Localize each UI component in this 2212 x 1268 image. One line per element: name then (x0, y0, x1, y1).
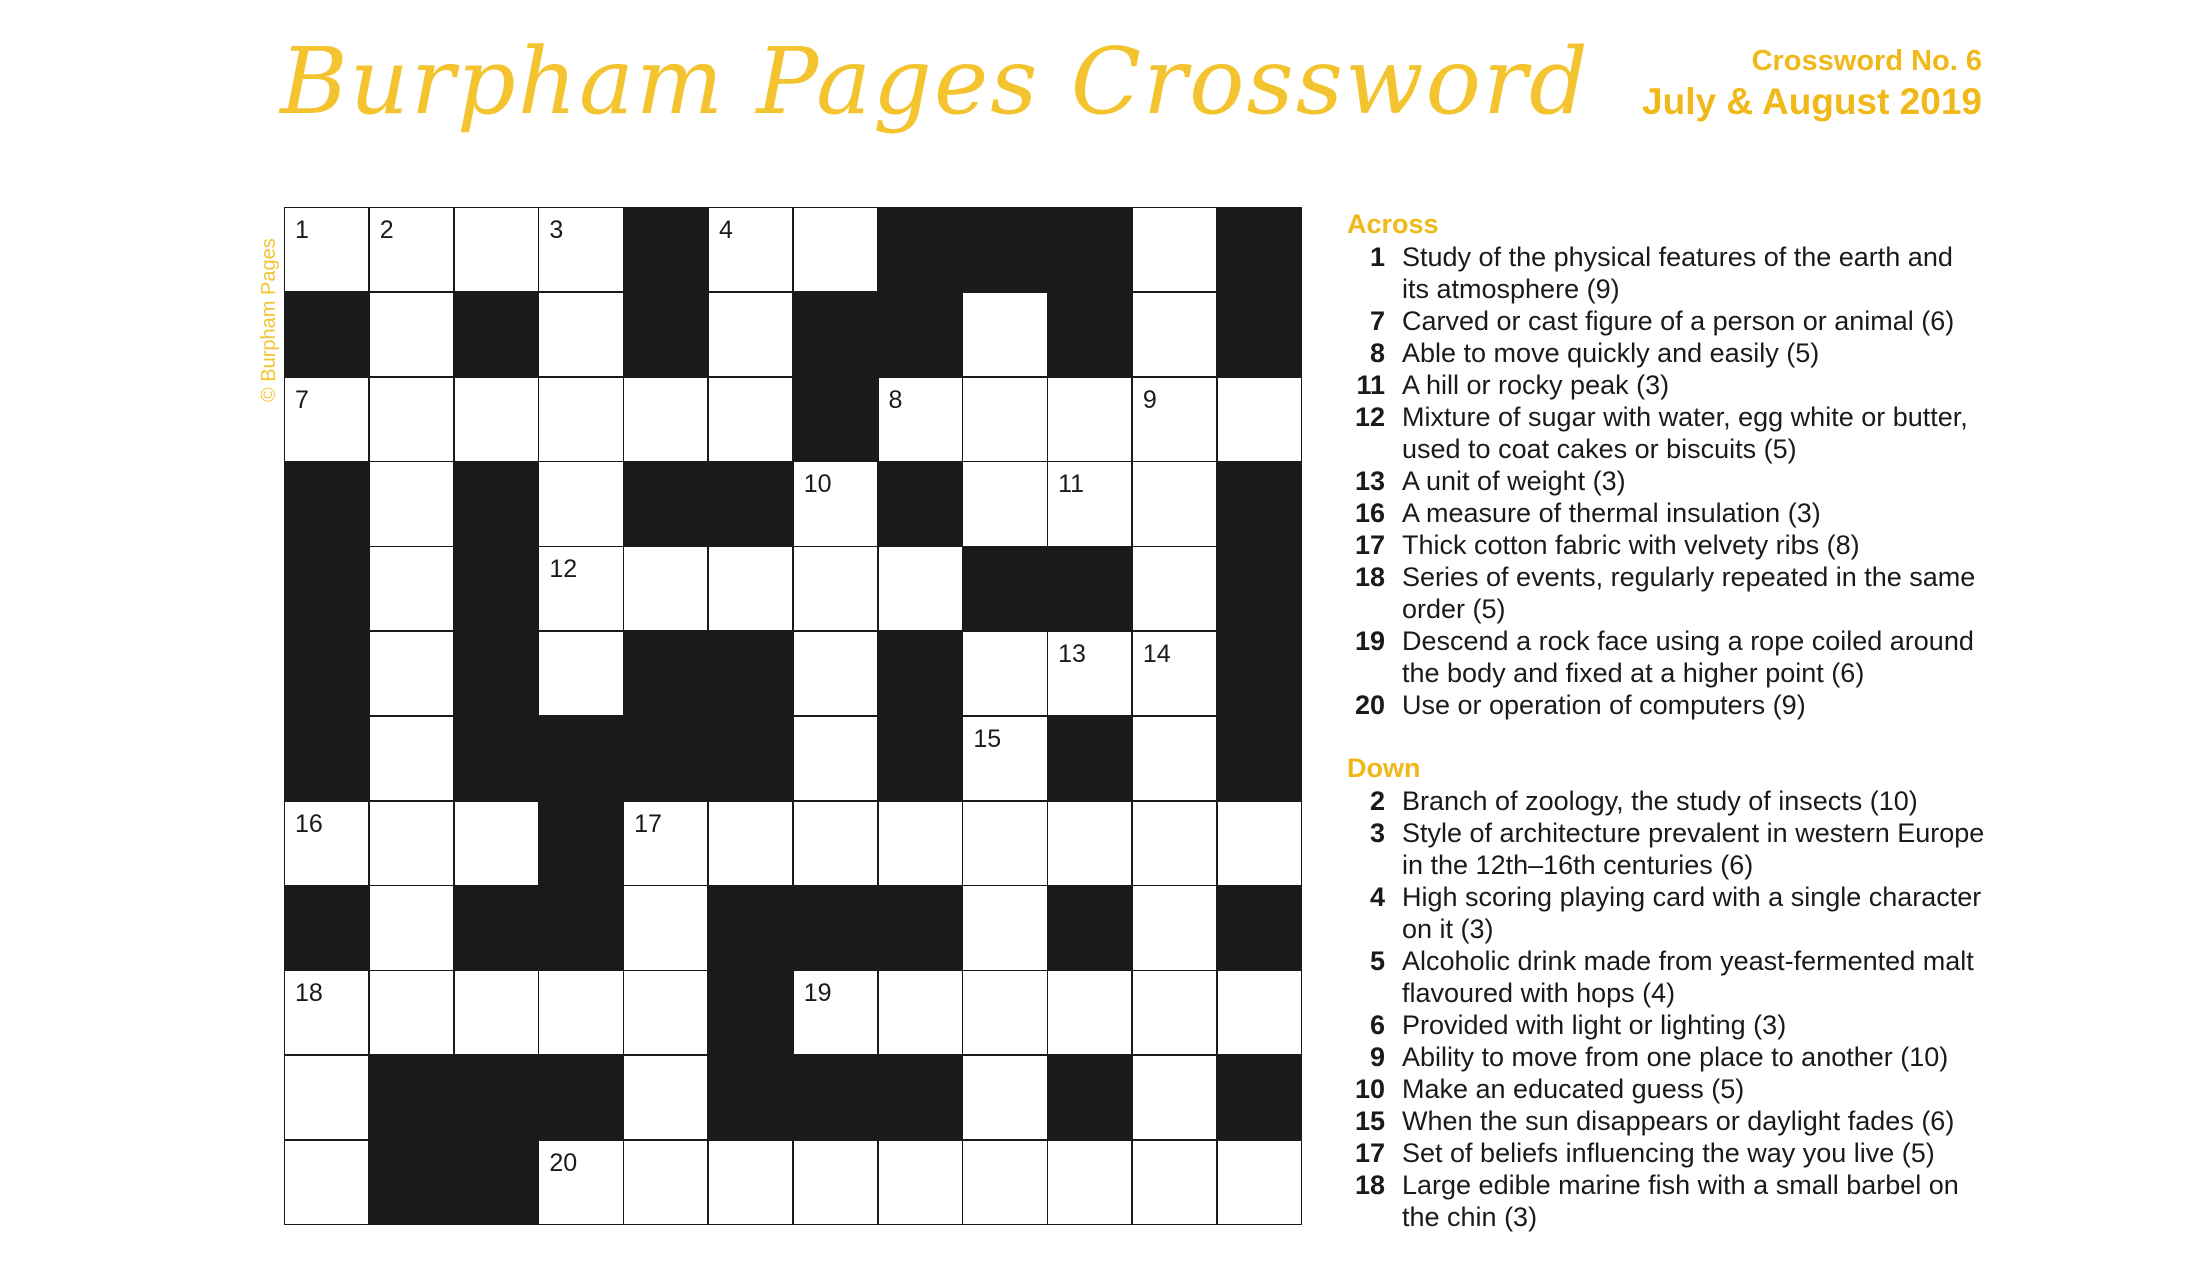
across-clue (1347, 305, 1987, 337)
grid-cell[interactable] (285, 1141, 368, 1224)
grid-cell[interactable] (624, 378, 707, 461)
grid-cell[interactable] (794, 717, 877, 800)
grid-cell[interactable] (794, 462, 877, 545)
grid-cell[interactable] (1048, 971, 1131, 1054)
across-clue (1347, 241, 1987, 305)
grid-cell[interactable] (455, 802, 538, 885)
grid-cell[interactable] (624, 547, 707, 630)
grid-cell[interactable] (879, 971, 962, 1054)
down-clue (1347, 1041, 1987, 1073)
grid-cell[interactable] (624, 1056, 707, 1139)
down-clue (1347, 817, 1987, 881)
grid-cell[interactable] (539, 208, 622, 291)
grid-cell[interactable] (370, 717, 453, 800)
grid-block (1218, 886, 1301, 969)
grid-cell[interactable] (539, 632, 622, 715)
grid-block (455, 293, 538, 376)
grid-cell[interactable] (963, 293, 1046, 376)
clue-text: Study of the physical features of the earth and its atmosphere (9) (1402, 242, 1953, 304)
clue-number: 6 (1369, 1010, 1385, 1040)
clue-number: 7 (1369, 306, 1385, 336)
clue-text: Series of events, regularly repeated in the same order (5) (1402, 562, 1976, 624)
grid-cell[interactable] (963, 717, 1046, 800)
clue-number: 3 (1369, 818, 1385, 848)
grid-cell[interactable] (1218, 1141, 1301, 1224)
grid-block (879, 886, 962, 969)
cell-number: 12 (549, 555, 578, 584)
grid-block (879, 632, 962, 715)
grid-cell[interactable] (879, 547, 962, 630)
grid-block (879, 208, 962, 291)
grid-cell[interactable] (539, 462, 622, 545)
grid-cell[interactable] (709, 208, 792, 291)
clue-text: Mixture of sugar with water, egg white or butter, used to coat cakes or biscuits (5) (1402, 402, 1968, 464)
clue-number: 15 (1354, 1106, 1385, 1136)
cell-number: 14 (1142, 639, 1171, 668)
cell-number: 3 (549, 216, 564, 244)
grid-cell[interactable] (1133, 632, 1216, 715)
grid-cell[interactable] (1133, 717, 1216, 800)
grid-block (539, 886, 622, 969)
grid-cell[interactable] (624, 886, 707, 969)
across-clue (1347, 369, 1987, 401)
page-title: Burpham Pages Crossword (280, 28, 1590, 135)
grid-block (455, 462, 538, 545)
across-clue (1347, 337, 1987, 369)
grid-cell[interactable] (709, 1141, 792, 1224)
grid-cell[interactable] (1133, 208, 1216, 291)
grid-cell[interactable] (1133, 547, 1216, 630)
cell-number: 5 (1227, 216, 1242, 244)
grid-block (370, 1056, 453, 1139)
down-clue (1347, 1073, 1987, 1105)
grid-block (455, 547, 538, 630)
grid-block (624, 717, 707, 800)
grid-cell[interactable] (285, 1056, 368, 1139)
grid-cell[interactable] (370, 462, 453, 545)
clue-number: 18 (1354, 562, 1385, 592)
grid-block (879, 462, 962, 545)
clue-number: 18 (1354, 1170, 1385, 1200)
clue-number: 8 (1369, 338, 1385, 368)
grid-block (1218, 1056, 1301, 1139)
cell-number: 20 (549, 1148, 578, 1177)
down-heading: Down (1347, 753, 1421, 783)
down-clue (1347, 1169, 1987, 1233)
grid-cell[interactable] (370, 208, 453, 291)
grid-cell[interactable] (709, 293, 792, 376)
grid-cell[interactable] (624, 971, 707, 1054)
down-clue (1347, 785, 1987, 817)
clue-text: Branch of zoology, the study of insects (10) (1402, 786, 1918, 816)
grid-cell[interactable] (794, 547, 877, 630)
clue-text: Carved or cast figure of a person or animal (6) (1402, 306, 1955, 336)
clue-number: 11 (1356, 370, 1385, 400)
copyright-notice: © Burpham Pages (258, 238, 280, 402)
grid-cell[interactable] (963, 1141, 1046, 1224)
clue-number: 5 (1369, 946, 1385, 976)
grid-block (285, 293, 368, 376)
grid-cell[interactable] (370, 378, 453, 461)
grid-block (624, 208, 707, 291)
clue-text: Provided with light or lighting (3) (1402, 1010, 1787, 1040)
cell-number: 13 (1058, 639, 1086, 668)
cell-number: 19 (803, 979, 832, 1008)
grid-block (879, 717, 962, 800)
clue-text: Set of beliefs influencing the way you live (5) (1402, 1138, 1935, 1168)
across-heading: Across (1347, 209, 1439, 239)
grid-block (709, 717, 792, 800)
grid-cell[interactable] (879, 802, 962, 885)
grid-cell[interactable] (1133, 802, 1216, 885)
grid-cell[interactable] (539, 971, 622, 1054)
grid-block (794, 886, 877, 969)
down-clue (1347, 881, 1987, 945)
clue-text: High scoring playing card with a single character on it (3) (1402, 882, 1982, 944)
grid-block (624, 293, 707, 376)
grid-cell[interactable] (285, 971, 368, 1054)
clue-text: Alcoholic drink made from yeast-fermented malt flavoured with hops (4) (1402, 946, 1974, 1008)
grid-cell[interactable] (1133, 1056, 1216, 1139)
grid-cell[interactable] (1133, 462, 1216, 545)
grid-cell[interactable] (455, 378, 538, 461)
grid-block (963, 208, 1046, 291)
across-clue (1347, 497, 1987, 529)
grid-block (709, 1056, 792, 1139)
grid-block (539, 802, 622, 885)
clue-text: Style of architecture prevalent in western Europe in the 12th–16th centuries (6) (1402, 818, 1985, 880)
across-clue (1347, 625, 1987, 689)
clue-number: 16 (1354, 498, 1385, 528)
grid-block (1218, 208, 1301, 291)
grid-block (455, 1141, 538, 1224)
clue-text: Use or operation of computers (9) (1402, 690, 1806, 720)
grid-cell[interactable] (963, 802, 1046, 885)
grid-cell[interactable] (539, 1141, 622, 1224)
grid-block (539, 717, 622, 800)
grid-cell[interactable] (285, 802, 368, 885)
grid-block (370, 1141, 453, 1224)
cell-number: 16 (295, 809, 323, 838)
grid-block (624, 632, 707, 715)
grid-cell[interactable] (370, 293, 453, 376)
grid-cell[interactable] (709, 378, 792, 461)
grid-block (709, 971, 792, 1054)
grid-cell[interactable] (285, 208, 368, 291)
crossword-grid (284, 207, 1302, 1225)
clue-number: 13 (1354, 466, 1385, 496)
across-clue (1347, 561, 1987, 625)
grid-cell[interactable] (963, 632, 1046, 715)
clue-text: Descend a rock face using a rope coiled around the body and fixed at a higher point (6) (1402, 626, 1974, 688)
grid-cell[interactable] (539, 547, 622, 630)
grid-block (539, 1056, 622, 1139)
clue-number: 10 (1354, 1074, 1385, 1104)
grid-cell[interactable] (963, 462, 1046, 545)
grid-cell[interactable] (794, 208, 877, 291)
grid-block (1218, 547, 1301, 630)
clue-number: 19 (1354, 626, 1385, 656)
grid-cell[interactable] (285, 378, 368, 461)
clue-number: 2 (1369, 786, 1385, 816)
grid-cell[interactable] (1133, 886, 1216, 969)
grid-block (963, 547, 1046, 630)
issue-info (1642, 44, 1982, 126)
grid-block (794, 378, 877, 461)
grid-cell[interactable] (1218, 802, 1301, 885)
grid-cell[interactable] (963, 886, 1046, 969)
grid-cell[interactable] (1133, 1141, 1216, 1224)
clues-panel (1347, 207, 1987, 1233)
grid-cell[interactable] (455, 208, 538, 291)
grid-cell[interactable] (963, 378, 1046, 461)
grid-cell[interactable] (794, 632, 877, 715)
grid-block (1048, 886, 1131, 969)
clue-text: Make an educated guess (5) (1402, 1074, 1745, 1104)
clue-number: 12 (1354, 402, 1385, 432)
grid-cell[interactable] (709, 802, 792, 885)
cell-number: 17 (634, 809, 662, 838)
clue-number: 17 (1354, 530, 1385, 560)
down-clue (1347, 1137, 1987, 1169)
clue-number: 4 (1369, 882, 1385, 912)
across-clue-list (1347, 241, 1987, 721)
clue-text: A hill or rocky peak (3) (1402, 370, 1670, 400)
across-clue (1347, 465, 1987, 497)
clue-text: Large edible marine fish with a small barbel on the chin (3) (1402, 1170, 1959, 1232)
grid-cell[interactable] (1048, 632, 1131, 715)
grid-cell[interactable] (1218, 378, 1301, 461)
grid-block (285, 717, 368, 800)
cell-number: 4 (718, 216, 733, 244)
grid-cell[interactable] (370, 886, 453, 969)
grid-cell[interactable] (794, 802, 877, 885)
grid-cell[interactable] (1133, 378, 1216, 461)
grid-block (1048, 208, 1131, 291)
across-clue (1347, 401, 1987, 465)
grid-cell[interactable] (794, 1141, 877, 1224)
grid-cell[interactable] (1133, 293, 1216, 376)
grid-block (285, 547, 368, 630)
grid-block (1048, 1056, 1131, 1139)
cell-number: 10 (803, 470, 832, 499)
cell-number: 11 (1058, 470, 1085, 499)
clue-text: Thick cotton fabric with velvety ribs (8) (1402, 530, 1860, 560)
grid-block (285, 632, 368, 715)
grid-block (1218, 462, 1301, 545)
cell-number: 1 (295, 216, 309, 244)
issue-date: July & August 2019 (1642, 81, 1982, 122)
grid-block (709, 886, 792, 969)
cell-number: 6 (1058, 300, 1073, 329)
grid-cell[interactable] (879, 1141, 962, 1224)
grid-cell[interactable] (370, 632, 453, 715)
grid-block (1048, 293, 1131, 376)
grid-cell[interactable] (1218, 971, 1301, 1054)
grid-block (285, 886, 368, 969)
grid-cell[interactable] (370, 802, 453, 885)
grid-cell[interactable] (1133, 971, 1216, 1054)
cell-number: 9 (1142, 385, 1157, 414)
grid-cell[interactable] (370, 971, 453, 1054)
grid-block (1218, 632, 1301, 715)
grid-block (709, 462, 792, 545)
grid-cell[interactable] (1048, 462, 1131, 545)
grid-block (455, 886, 538, 969)
clue-text: A measure of thermal insulation (3) (1402, 498, 1821, 528)
grid-cell[interactable] (709, 547, 792, 630)
grid-cell[interactable] (539, 378, 622, 461)
grid-block (1218, 717, 1301, 800)
down-clue (1347, 1009, 1987, 1041)
grid-cell[interactable] (624, 1141, 707, 1224)
clue-number: 17 (1354, 1138, 1385, 1168)
clue-number: 1 (1369, 242, 1385, 272)
grid-block (1048, 547, 1131, 630)
across-clue (1347, 529, 1987, 561)
down-clue (1347, 1105, 1987, 1137)
grid-block (285, 462, 368, 545)
cell-number: 18 (295, 979, 323, 1008)
grid-cell[interactable] (794, 971, 877, 1054)
down-clue-list (1347, 785, 1987, 1233)
clue-text: When the sun disappears or daylight fades (6) (1402, 1106, 1955, 1136)
clue-text: Ability to move from one place to another (10) (1402, 1042, 1949, 1072)
grid-cell[interactable] (1048, 1141, 1131, 1224)
grid-cell[interactable] (1048, 802, 1131, 885)
down-clue (1347, 945, 1987, 1009)
grid-block (794, 1056, 877, 1139)
cell-number: 7 (295, 385, 309, 414)
grid-block (624, 462, 707, 545)
grid-block (879, 1056, 962, 1139)
grid-cell[interactable] (1048, 378, 1131, 461)
clue-number: 20 (1354, 690, 1385, 720)
cell-number: 2 (379, 216, 394, 244)
cell-number: 15 (973, 724, 1002, 753)
grid-cell[interactable] (539, 293, 622, 376)
grid-block (709, 632, 792, 715)
grid-cell[interactable] (370, 547, 453, 630)
grid-cell[interactable] (963, 1056, 1046, 1139)
clue-text: A unit of weight (3) (1402, 466, 1626, 496)
grid-block (1048, 717, 1131, 800)
grid-block (455, 1056, 538, 1139)
grid-cell[interactable] (455, 971, 538, 1054)
grid-cell[interactable] (624, 802, 707, 885)
clue-text: Able to move quickly and easily (5) (1402, 338, 1820, 368)
grid-block (879, 293, 962, 376)
clue-number: 9 (1369, 1042, 1385, 1072)
across-clue (1347, 689, 1987, 721)
grid-cell[interactable] (879, 378, 962, 461)
grid-block (1218, 293, 1301, 376)
grid-block (455, 717, 538, 800)
grid-block (455, 632, 538, 715)
grid-block (794, 293, 877, 376)
grid-cell[interactable] (963, 971, 1046, 1054)
crossword-number: Crossword No. 6 (1751, 45, 1982, 77)
cell-number: 8 (888, 385, 903, 414)
